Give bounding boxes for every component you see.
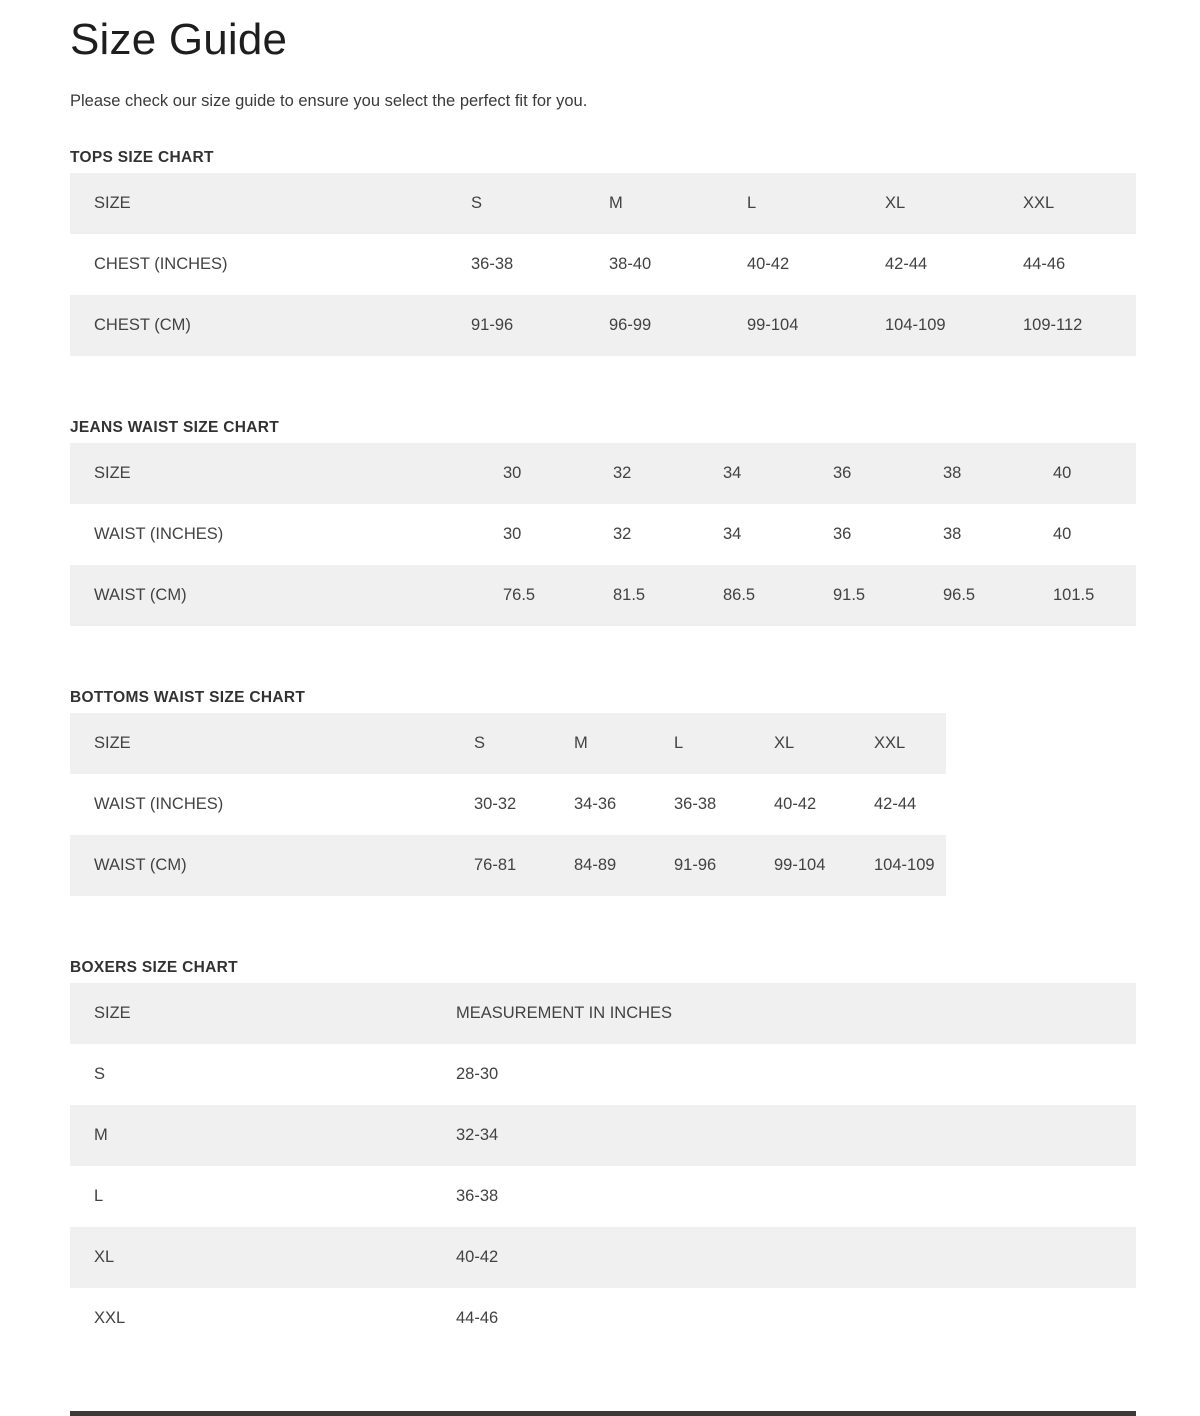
table-cell: 96-99 xyxy=(609,316,652,334)
table-cell: 36 xyxy=(833,525,852,543)
header-cell: XL xyxy=(774,734,795,752)
header-row xyxy=(70,713,946,774)
header-cell: 36 xyxy=(833,464,852,482)
row-label-cell: WAIST (INCHES) xyxy=(94,795,224,813)
header-cell: M xyxy=(574,734,588,752)
row-label-cell: WAIST (INCHES) xyxy=(94,525,224,543)
bottoms-waist-size-chart-table xyxy=(70,713,946,896)
table-cell: 44-46 xyxy=(456,1309,499,1327)
table-cell: 36-38 xyxy=(456,1187,499,1205)
table-cell: 76.5 xyxy=(503,586,536,604)
header-cell: 38 xyxy=(943,464,962,482)
row-label-cell: XL xyxy=(94,1248,115,1266)
table-cell: 81.5 xyxy=(613,586,646,604)
page-title: Size Guide xyxy=(70,15,288,64)
boxers-size-chart-table xyxy=(70,983,1136,1349)
table-cell: 109-112 xyxy=(1023,316,1083,334)
row-label-cell: CHEST (CM) xyxy=(94,316,191,334)
header-cell: SIZE xyxy=(94,194,131,212)
table-row xyxy=(70,234,1136,295)
header-cell: L xyxy=(674,734,684,752)
header-cell: SIZE xyxy=(94,464,131,482)
jeans-waist-size-chart-table xyxy=(70,443,1136,626)
table-cell: 91-96 xyxy=(471,316,514,334)
table-row xyxy=(70,774,946,835)
table-cell: 40-42 xyxy=(774,795,817,813)
table-row xyxy=(70,835,946,896)
table-cell: 30-32 xyxy=(474,795,517,813)
table-row xyxy=(70,1227,1136,1288)
table-cell: 44-46 xyxy=(1023,255,1066,273)
header-cell: L xyxy=(747,194,757,212)
table-row xyxy=(70,504,1136,565)
header-cell: 34 xyxy=(723,464,742,482)
page-subtitle: Please check our size guide to ensure you select the perfect fit for you. xyxy=(70,92,588,110)
table-cell: 84-89 xyxy=(574,856,617,874)
header-cell: S xyxy=(474,734,486,752)
table-cell: 40-42 xyxy=(747,255,790,273)
header-cell: 32 xyxy=(613,464,632,482)
table-cell: 104-109 xyxy=(874,856,935,874)
table-cell: 91.5 xyxy=(833,586,866,604)
table-cell: 76-81 xyxy=(474,856,517,874)
table-cell: 96.5 xyxy=(943,586,976,604)
table-cell: 32-34 xyxy=(456,1126,499,1144)
section-title-tops: TOPS SIZE CHART xyxy=(70,149,214,166)
header-cell: M xyxy=(609,194,623,212)
header-cell: XXL xyxy=(874,734,906,752)
table-row xyxy=(70,1166,1136,1227)
table-cell: 104-109 xyxy=(885,316,946,334)
table-row xyxy=(70,565,1136,626)
table-cell: 99-104 xyxy=(774,856,826,874)
section-title-boxers: BOXERS SIZE CHART xyxy=(70,959,238,976)
table-row xyxy=(70,295,1136,356)
row-label-cell: XXL xyxy=(94,1309,126,1327)
table-cell: 99-104 xyxy=(747,316,799,334)
row-label-cell: S xyxy=(94,1065,106,1083)
table-row xyxy=(70,1105,1136,1166)
section-title-bottoms: BOTTOMS WAIST SIZE CHART xyxy=(70,689,306,706)
tops-size-chart-table xyxy=(70,173,1136,356)
bottom-section-divider xyxy=(70,1411,1136,1416)
table-cell: 38-40 xyxy=(609,255,652,273)
table-cell: 42-44 xyxy=(885,255,928,273)
row-label-cell: WAIST (CM) xyxy=(94,856,187,874)
table-cell: 91-96 xyxy=(674,856,717,874)
table-cell: 32 xyxy=(613,525,632,543)
header-cell: XL xyxy=(885,194,906,212)
table-cell: 34-36 xyxy=(574,795,617,813)
row-label-cell: WAIST (CM) xyxy=(94,586,187,604)
header-cell: 40 xyxy=(1053,464,1072,482)
table-cell: 38 xyxy=(943,525,962,543)
table-cell: 40-42 xyxy=(456,1248,499,1266)
header-cell: SIZE xyxy=(94,734,131,752)
table-cell: 34 xyxy=(723,525,742,543)
table-cell: 36-38 xyxy=(471,255,514,273)
table-cell: 36-38 xyxy=(674,795,717,813)
table-cell: 101.5 xyxy=(1053,586,1095,604)
table-row xyxy=(70,1044,1136,1105)
table-cell: 30 xyxy=(503,525,522,543)
row-label-cell: M xyxy=(94,1126,108,1144)
header-row xyxy=(70,983,1136,1044)
row-label-cell: CHEST (INCHES) xyxy=(94,255,228,273)
header-cell: 30 xyxy=(503,464,522,482)
row-label-cell: L xyxy=(94,1187,104,1205)
header-row xyxy=(70,443,1136,504)
table-cell: 42-44 xyxy=(874,795,917,813)
header-cell: S xyxy=(471,194,483,212)
header-cell: XXL xyxy=(1023,194,1055,212)
section-title-jeans: JEANS WAIST SIZE CHART xyxy=(70,419,279,436)
table-cell: 28-30 xyxy=(456,1065,499,1083)
header-row xyxy=(70,173,1136,234)
table-row xyxy=(70,1288,1136,1349)
header-cell: SIZE xyxy=(94,1004,131,1022)
table-cell: 40 xyxy=(1053,525,1072,543)
header-cell: MEASUREMENT IN INCHES xyxy=(456,1004,673,1022)
table-cell: 86.5 xyxy=(723,586,756,604)
